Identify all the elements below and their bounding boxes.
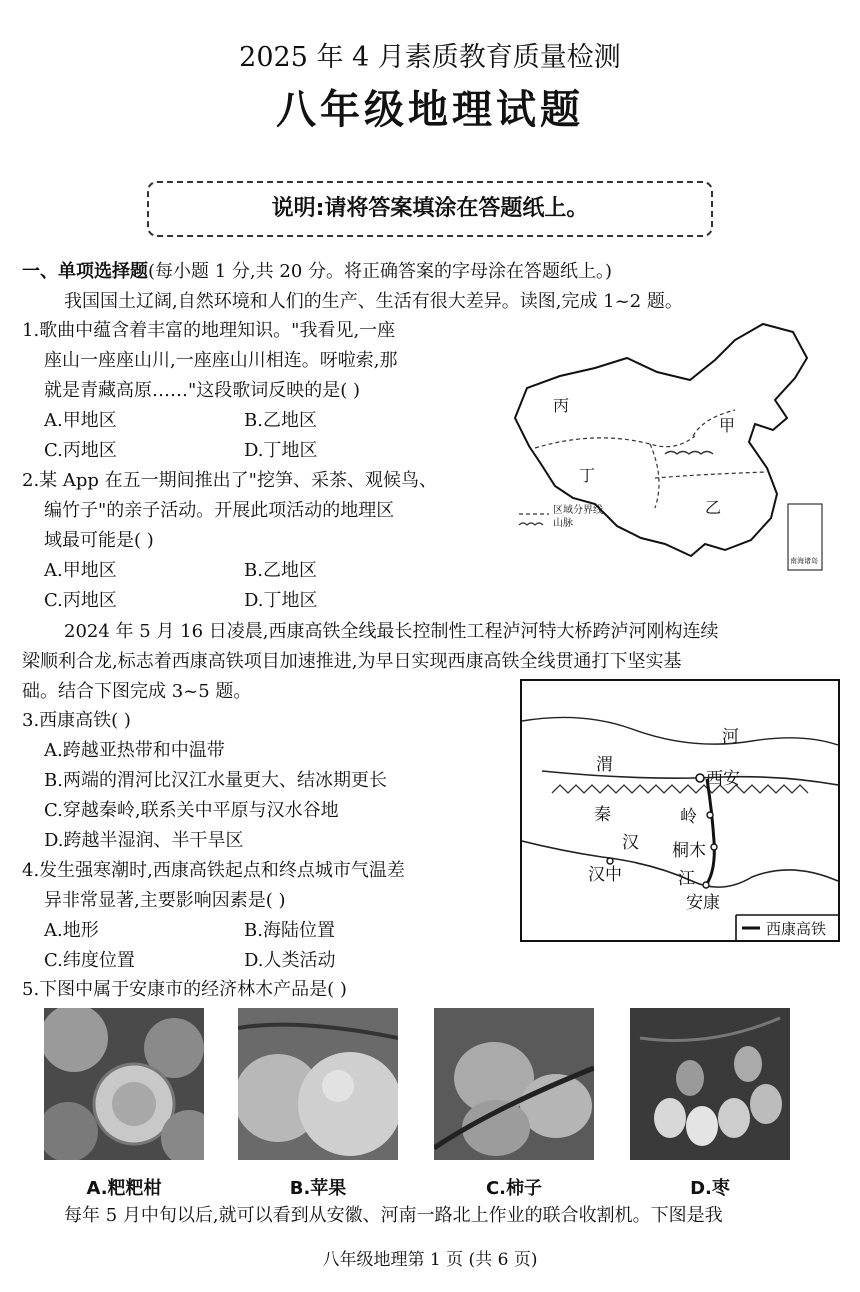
q2-option-a: A.甲地区 bbox=[44, 560, 117, 581]
q1-option-a: A.甲地区 bbox=[44, 410, 117, 431]
caption-apple: B.苹果 bbox=[289, 1178, 347, 1199]
xian-marker bbox=[696, 774, 704, 782]
rail-label-jiang: 江 bbox=[678, 869, 695, 889]
passage3: 每年 5 月中旬以后,就可以看到从安徽、河南一路北上作业的联合收割机。下图是我 bbox=[64, 1205, 723, 1226]
q4-option-b: B.海陆位置 bbox=[244, 920, 335, 941]
rail-label-wei: 渭 bbox=[596, 755, 613, 775]
babagan-image bbox=[44, 1008, 204, 1160]
rail-label-tongmu: 桐木 bbox=[672, 841, 706, 861]
q1-line-1: 1.歌曲中蕴含着丰富的地理知识。"我看见,一座 bbox=[22, 320, 396, 341]
notice-box bbox=[147, 181, 713, 237]
wei-river bbox=[522, 717, 838, 745]
map-label-jia: 甲 bbox=[719, 416, 736, 435]
persimmon-image bbox=[434, 1008, 594, 1160]
map-label-ding: 丁 bbox=[579, 466, 596, 485]
q2-line-3: 域最可能是( ) bbox=[44, 530, 154, 551]
boundary-line-2 bbox=[650, 444, 659, 508]
ankang-marker bbox=[703, 882, 709, 888]
notice-text: 说明:请将答案填涂在答题纸上。 bbox=[271, 196, 589, 221]
rail-legend-label: 西康高铁 bbox=[766, 920, 827, 938]
jujube-image bbox=[630, 1008, 790, 1160]
q1-option-b: B.乙地区 bbox=[244, 410, 317, 431]
section-heading-note: (每小题 1 分,共 20 分。将正确答案的字母涂在答题纸上。) bbox=[148, 261, 613, 282]
q2-line-2: 编竹子"的亲子活动。开展此项活动的地理区 bbox=[44, 500, 395, 521]
tongmu-marker bbox=[711, 844, 717, 850]
station-marker-1 bbox=[707, 812, 713, 818]
qinling-mountains bbox=[552, 785, 808, 793]
q4-line-1: 4.发生强寒潮时,西康高铁起点和终点城市气温差 bbox=[22, 860, 405, 881]
q1-option-d: D.丁地区 bbox=[244, 440, 318, 461]
rail-label-he: 河 bbox=[722, 727, 739, 747]
map-label-yi: 乙 bbox=[705, 498, 722, 517]
xikang-railway-line bbox=[706, 779, 714, 885]
q1-line-3: 就是青藏高原……"这段歌词反映的是( ) bbox=[44, 380, 361, 401]
q3-option-a: A.跨越亚热带和中温带 bbox=[44, 740, 225, 761]
q2-line-1: 2.某 App 在五一期间推出了"挖笋、采茶、观候鸟、 bbox=[22, 470, 437, 491]
section-heading bbox=[22, 260, 612, 284]
q4-line-2: 异非常显著,主要影响因素是( ) bbox=[44, 890, 286, 911]
wei-river-main bbox=[542, 771, 838, 785]
q3-option-c: C.穿越秦岭,联系关中平原与汉水谷地 bbox=[44, 800, 339, 821]
q3-stem: 3.西康高铁( ) bbox=[22, 710, 131, 731]
q4-option-c: C.纬度位置 bbox=[44, 950, 135, 971]
boundary-line-3 bbox=[655, 472, 767, 478]
caption-babagan: A.粑粑柑 bbox=[86, 1178, 162, 1199]
legend-boundary-label: 区域分界线 bbox=[553, 505, 603, 516]
boundary-line-1 bbox=[535, 436, 695, 448]
q3-option-b: B.两端的渭河比汉江水量更大、结冰期更长 bbox=[44, 770, 387, 791]
china-map-drawing bbox=[505, 318, 825, 580]
caption-jujube: D.枣 bbox=[690, 1178, 730, 1199]
xikang-rail-map bbox=[520, 679, 840, 942]
photo-babagan bbox=[44, 1008, 204, 1160]
apple-image bbox=[238, 1008, 398, 1160]
legend-mountain-label: 山脉 bbox=[553, 518, 573, 529]
q1-line-2: 座山一座座山川,一座座山川相连。呀啦索,那 bbox=[44, 350, 398, 371]
legend-mountain-symbol bbox=[519, 523, 543, 525]
q2-option-c: C.丙地区 bbox=[44, 590, 117, 611]
q5-stem: 5.下图中属于安康市的经济林木产品是( ) bbox=[22, 979, 347, 1000]
rail-label-ling: 岭 bbox=[680, 807, 697, 827]
section-heading-title: 一、单项选择题 bbox=[22, 261, 148, 282]
passage2-line-3: 础。结合下图完成 3~5 题。 bbox=[22, 681, 252, 702]
q3-option-d: D.跨越半湿润、半干旱区 bbox=[44, 830, 244, 851]
map-label-bing: 丙 bbox=[553, 396, 570, 415]
photo-apple bbox=[238, 1008, 398, 1160]
exam-title: 2025 年 4 月素质教育质量检测 bbox=[239, 42, 621, 73]
passage2-line-2: 梁顺利合龙,标志着西康高铁项目加速推进,为早日实现西康高铁全线贯通打下坚实基 bbox=[22, 651, 682, 672]
q1-option-c: C.丙地区 bbox=[44, 440, 117, 461]
inset-label: 南海诸岛 bbox=[790, 557, 818, 565]
china-region-map bbox=[505, 318, 825, 580]
section-intro: 我国国土辽阔,自然环境和人们的生产、生活有很大差异。读图,完成 1~2 题。 bbox=[64, 291, 683, 312]
rail-label-xian: 西安 bbox=[706, 769, 740, 789]
page-footer: 八年级地理第 1 页 (共 6 页) bbox=[322, 1250, 538, 1270]
mountain-range bbox=[665, 452, 713, 455]
photo-persimmon bbox=[434, 1008, 594, 1160]
q4-option-a: A.地形 bbox=[44, 920, 99, 941]
caption-persimmon: C.柿子 bbox=[485, 1178, 543, 1199]
rail-label-qin: 秦 bbox=[594, 805, 611, 825]
rail-label-hanzhong: 汉中 bbox=[588, 865, 622, 885]
q2-option-b: B.乙地区 bbox=[244, 560, 317, 581]
photo-jujube bbox=[630, 1008, 790, 1160]
rail-label-ankang: 安康 bbox=[686, 893, 720, 913]
q2-option-d: D.丁地区 bbox=[244, 590, 318, 611]
q4-option-d: D.人类活动 bbox=[244, 950, 336, 971]
subject-title: 八年级地理试题 bbox=[276, 87, 584, 133]
passage2-line-1: 2024 年 5 月 16 日凌晨,西康高铁全线最长控制性工程泸河特大桥跨泸河刚构连续 bbox=[64, 621, 719, 642]
rail-label-han: 汉 bbox=[622, 833, 639, 853]
